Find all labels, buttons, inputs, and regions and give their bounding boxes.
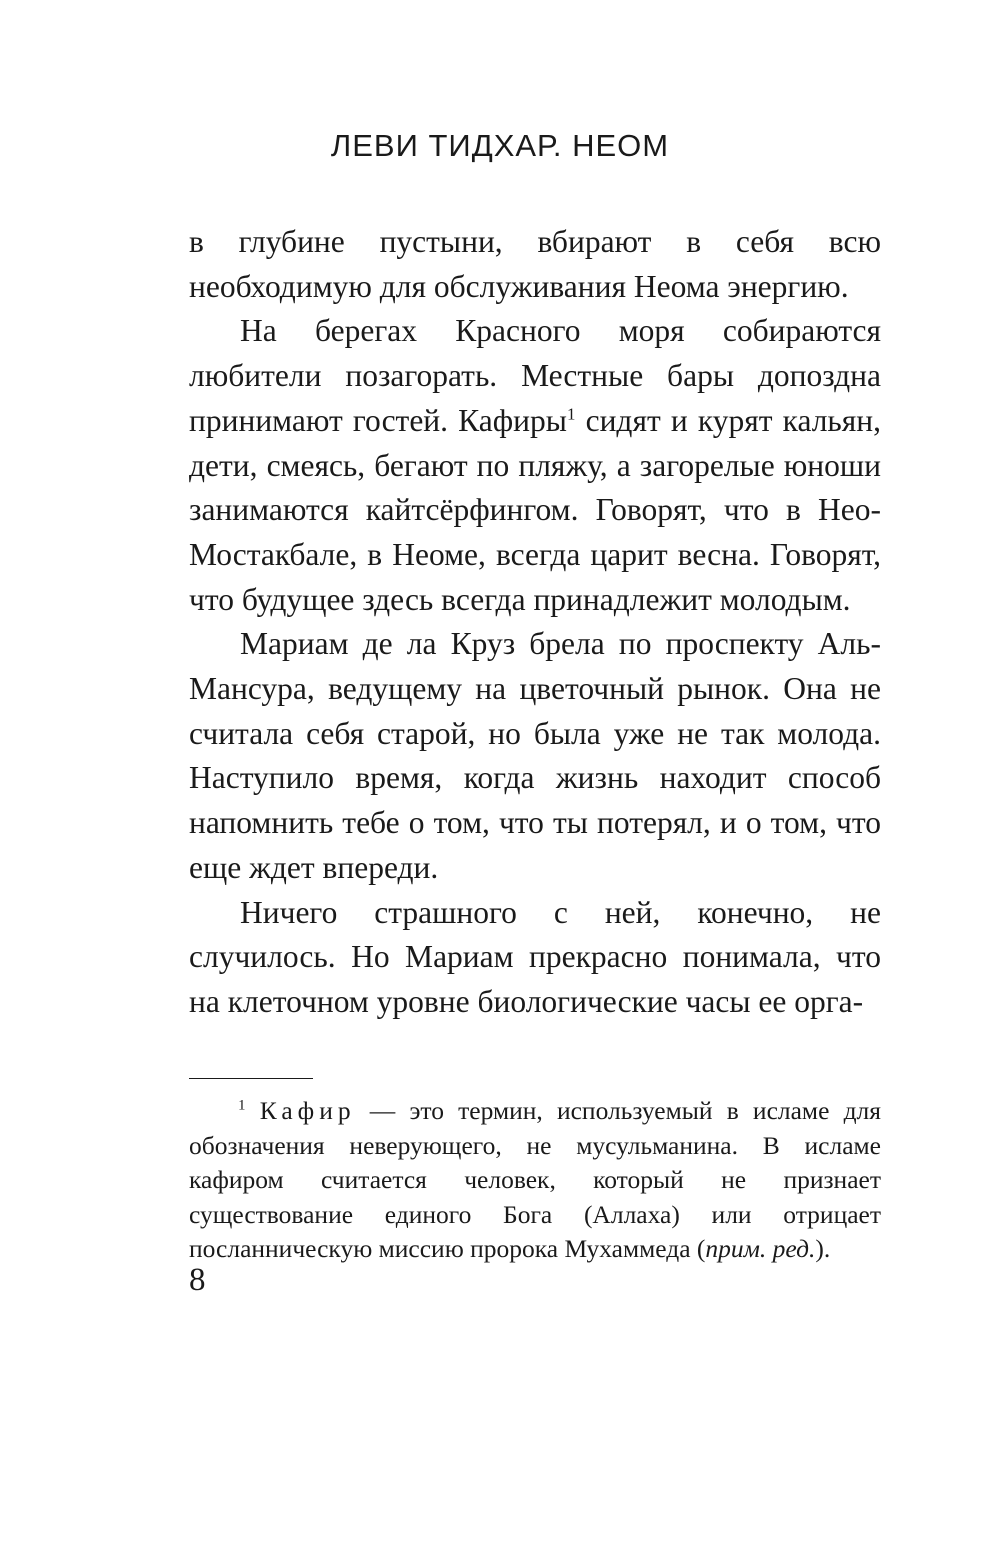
footnote-closing: ).: [815, 1234, 831, 1264]
footnote-reference-1[interactable]: 1: [566, 404, 576, 424]
footnote-space: [246, 1096, 260, 1125]
paragraph-continuation: в глубине пустыни, вбирают в себя всю необходимую для обслуживания Неома энергию.: [189, 224, 881, 304]
running-head-title: НЕОМ: [572, 128, 670, 163]
page-number: 8: [189, 1262, 206, 1298]
paragraph-red-sea: [189, 309, 881, 622]
footnote-separator: [189, 1078, 313, 1079]
running-head: [0, 126, 1000, 166]
body-text: [189, 220, 881, 1025]
running-head-author: ЛЕВИ ТИДХАР.: [330, 128, 563, 163]
paragraph-clock: Ничего страшного с ней, конечно, не случилось. Но Мариам прекрасно понимала, что на клеточном уровне биологические часы ее орга-: [189, 894, 881, 1019]
footnote-text: — это термин, используемый в исламе для обозначения неверующего, не мусульманина. В исламе кафиром считается человек, который не признает существование единого Бога (Аллаха) или отрицает посланническую миссию пророка Мухаммеда (: [189, 1096, 881, 1264]
footnote-number: 1: [238, 1097, 246, 1114]
footnote-term: Кафир: [259, 1096, 356, 1125]
footnote-1: [189, 1094, 881, 1267]
paragraph-red-sea-text-after: сидят и курят кальян, дети, смеясь, бегают по пляжу, а загорелые юноши занимаются кайтсёрфингом. Говорят, что в Нео-Мостакбале, в Неоме, всегда царит весна. Говорят, что будущее здесь всегда принадлежит молодым.: [189, 402, 882, 617]
footnote-editor-note: прим. ред.: [705, 1234, 816, 1264]
paragraph-mariam: Мариам де ла Круз брела по проспекту Аль-Мансура, ведущему на цветочный рынок. Она не считала себя старой, но была уже не так молода. Наступило время, когда жизнь находит способ напомнить тебе о том, что ты потерял, и о том, что еще ждет впереди.: [189, 626, 881, 885]
paragraph-red-sea-text-before: На берегах Красного моря собираются любители позагорать. Местные бары допоздна принимают гостей. Кафиры: [189, 313, 881, 438]
